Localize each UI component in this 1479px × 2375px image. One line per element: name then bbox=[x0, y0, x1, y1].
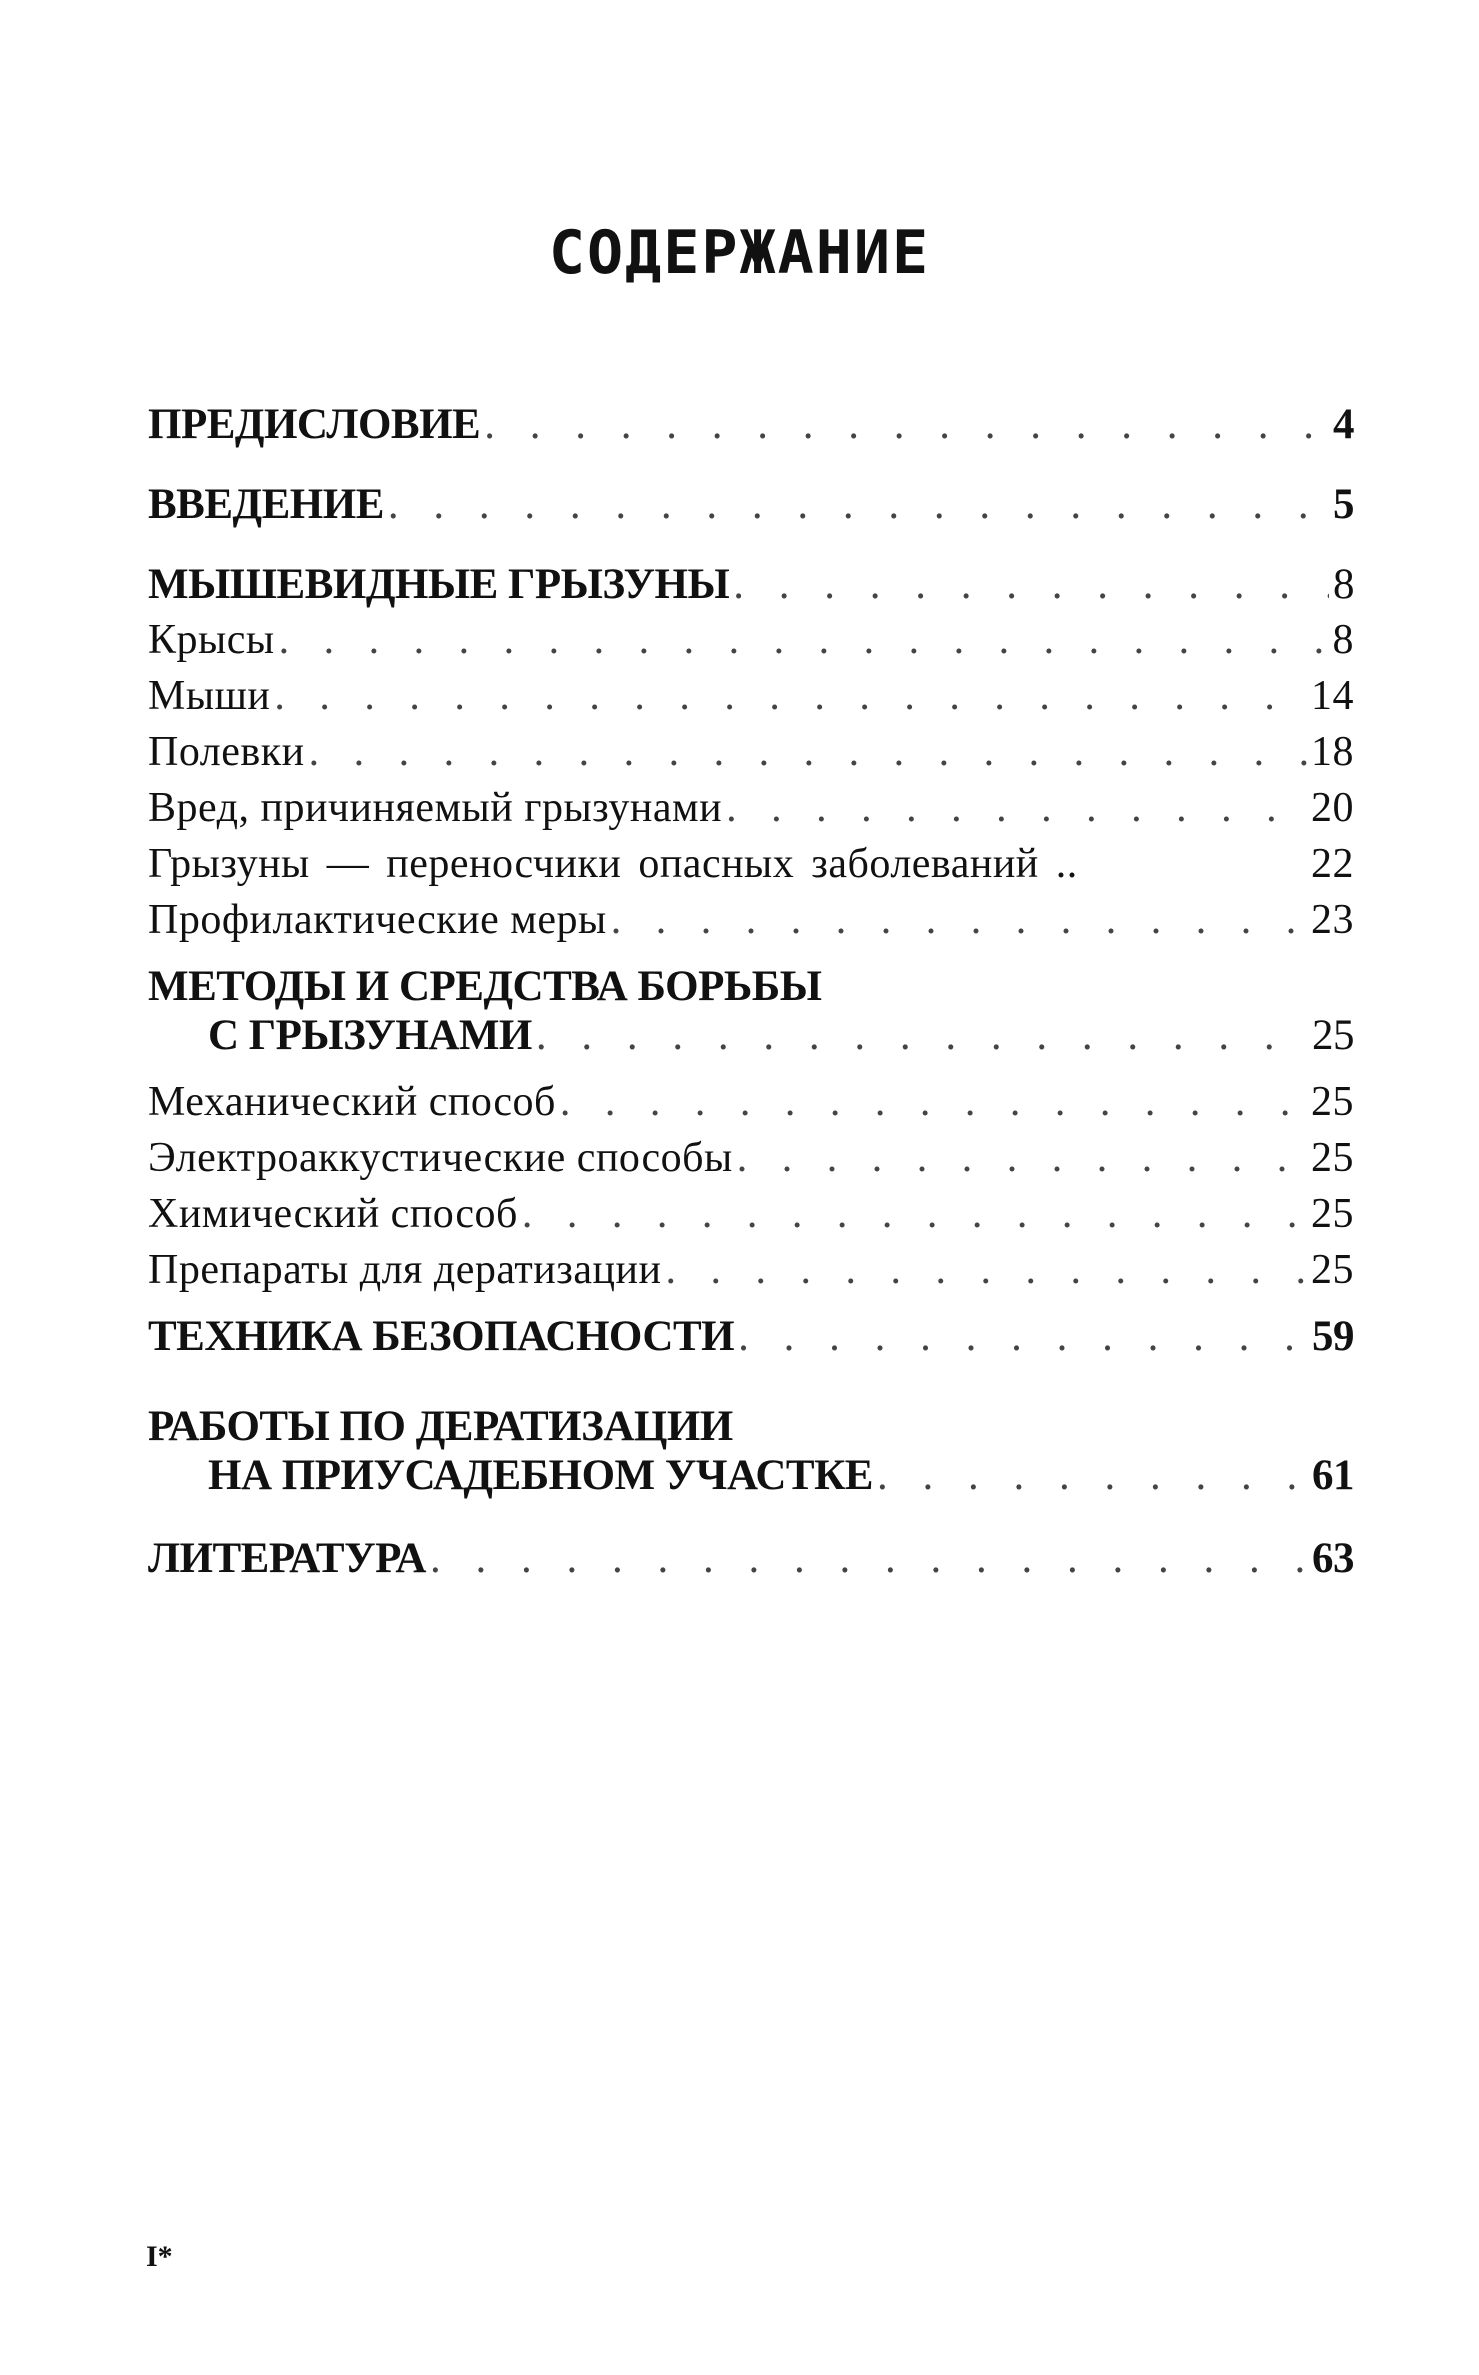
dot-leader bbox=[726, 784, 1307, 832]
toc-entry-preface[interactable] bbox=[148, 400, 1354, 480]
dot-leader bbox=[484, 400, 1329, 449]
toc-entry-page: 59 bbox=[1312, 1313, 1354, 1360]
toc-entry-rats[interactable] bbox=[148, 616, 1354, 672]
toc-entry-title: Электроаккустические способы bbox=[148, 1135, 733, 1181]
toc-entry-page: 25 bbox=[1312, 1012, 1354, 1059]
toc-entry-control-methods[interactable] bbox=[148, 962, 1354, 1078]
toc-entry-safety[interactable] bbox=[148, 1312, 1354, 1402]
toc-entry-mechanical-method[interactable] bbox=[148, 1078, 1354, 1134]
toc-entry-prevention[interactable] bbox=[148, 896, 1354, 962]
toc-entry-disease-carriers[interactable] bbox=[148, 840, 1354, 896]
toc-entry-page: 63 bbox=[1312, 1535, 1354, 1582]
toc-entry-harm[interactable] bbox=[148, 784, 1354, 840]
toc-entry-title-line2: С ГРЫЗУНАМИ bbox=[208, 1012, 532, 1059]
toc-entry-page: 25 bbox=[1311, 1135, 1354, 1181]
toc-entry-title: Профилактические меры bbox=[148, 897, 607, 943]
toc-entry-deratization-preparations[interactable] bbox=[148, 1246, 1354, 1312]
toc-entry-page: 20 bbox=[1311, 785, 1354, 831]
dot-leader bbox=[877, 1451, 1308, 1500]
toc-entry-title: ПРЕДИСЛОВИЕ bbox=[148, 401, 481, 448]
table-of-contents bbox=[148, 400, 1354, 1594]
toc-entry-title: Полевки bbox=[148, 729, 305, 775]
toc-entry-page: 23 bbox=[1311, 897, 1354, 943]
toc-entry-literature[interactable] bbox=[148, 1534, 1354, 1594]
dot-leader bbox=[536, 1011, 1308, 1060]
dot-leader bbox=[665, 1246, 1307, 1294]
dot-leader bbox=[309, 728, 1307, 776]
toc-entry-page: 22 bbox=[1311, 841, 1354, 887]
toc-entry-title-line1: РАБОТЫ ПО ДЕРАТИЗАЦИИ bbox=[148, 1403, 733, 1450]
toc-entry-page: 18 bbox=[1311, 729, 1354, 775]
dot-leader bbox=[738, 1312, 1308, 1361]
dot-leader bbox=[737, 1134, 1307, 1182]
toc-entry-page: 61 bbox=[1312, 1452, 1354, 1499]
dot-leader bbox=[430, 1534, 1308, 1583]
toc-entry-chemical-method[interactable] bbox=[148, 1190, 1354, 1246]
toc-entry-title: Химический способ bbox=[148, 1191, 518, 1237]
toc-entry-title: ТЕХНИКА БЕЗОПАСНОСТИ bbox=[148, 1313, 735, 1360]
page-title: СОДЕРЖАНИЕ bbox=[548, 218, 931, 288]
toc-entry-page: 25 bbox=[1311, 1247, 1354, 1293]
toc-entry-title: Механический способ bbox=[148, 1079, 556, 1125]
dot-leader bbox=[733, 560, 1329, 609]
toc-entry-title-line2: НА ПРИУСАДЕБНОМ УЧАСТКЕ bbox=[208, 1452, 873, 1499]
signature-mark: I* bbox=[146, 2240, 173, 2273]
toc-entry-page: 4 bbox=[1333, 401, 1354, 448]
toc-entry-page: 25 bbox=[1311, 1079, 1354, 1125]
toc-entry-title: МЫШЕВИДНЫЕ ГРЫЗУНЫ bbox=[148, 561, 730, 608]
toc-entry-page: 25 bbox=[1311, 1191, 1354, 1237]
toc-entry-title-line1: МЕТОДЫ И СРЕДСТВА БОРЬБЫ bbox=[148, 963, 822, 1010]
toc-entry-electroacoustic-methods[interactable] bbox=[148, 1134, 1354, 1190]
toc-entry-mice[interactable] bbox=[148, 672, 1354, 728]
toc-entry-introduction[interactable] bbox=[148, 480, 1354, 560]
toc-entry-page: 14 bbox=[1311, 673, 1354, 719]
toc-entry-homestead-deratization[interactable] bbox=[148, 1402, 1354, 1534]
toc-entry-title: Крысы bbox=[148, 617, 275, 663]
toc-entry-mouse-like-rodents[interactable] bbox=[148, 560, 1354, 616]
dot-leader bbox=[274, 672, 1307, 720]
toc-entry-page: 8 bbox=[1332, 617, 1354, 663]
toc-entry-page: 5 bbox=[1333, 481, 1354, 528]
toc-entry-title: Препараты для дератизации bbox=[148, 1247, 662, 1293]
dot-leader bbox=[522, 1190, 1307, 1238]
dot-leader bbox=[388, 480, 1329, 529]
toc-entry-title: Мыши bbox=[148, 673, 271, 719]
toc-entry-title: ЛИТЕРАТУРА bbox=[148, 1535, 426, 1582]
toc-entry-voles[interactable] bbox=[148, 728, 1354, 784]
toc-entry-title: Грызуны — переносчики опасных заболеваний .. bbox=[148, 841, 1078, 887]
toc-entry-page: 8 bbox=[1333, 561, 1354, 608]
toc-entry-title: Вред, причиняемый грызунами bbox=[148, 785, 723, 831]
dot-leader bbox=[560, 1078, 1307, 1126]
dot-leader bbox=[279, 616, 1329, 664]
toc-entry-title: ВВЕДЕНИЕ bbox=[148, 481, 384, 528]
dot-leader bbox=[611, 896, 1307, 944]
